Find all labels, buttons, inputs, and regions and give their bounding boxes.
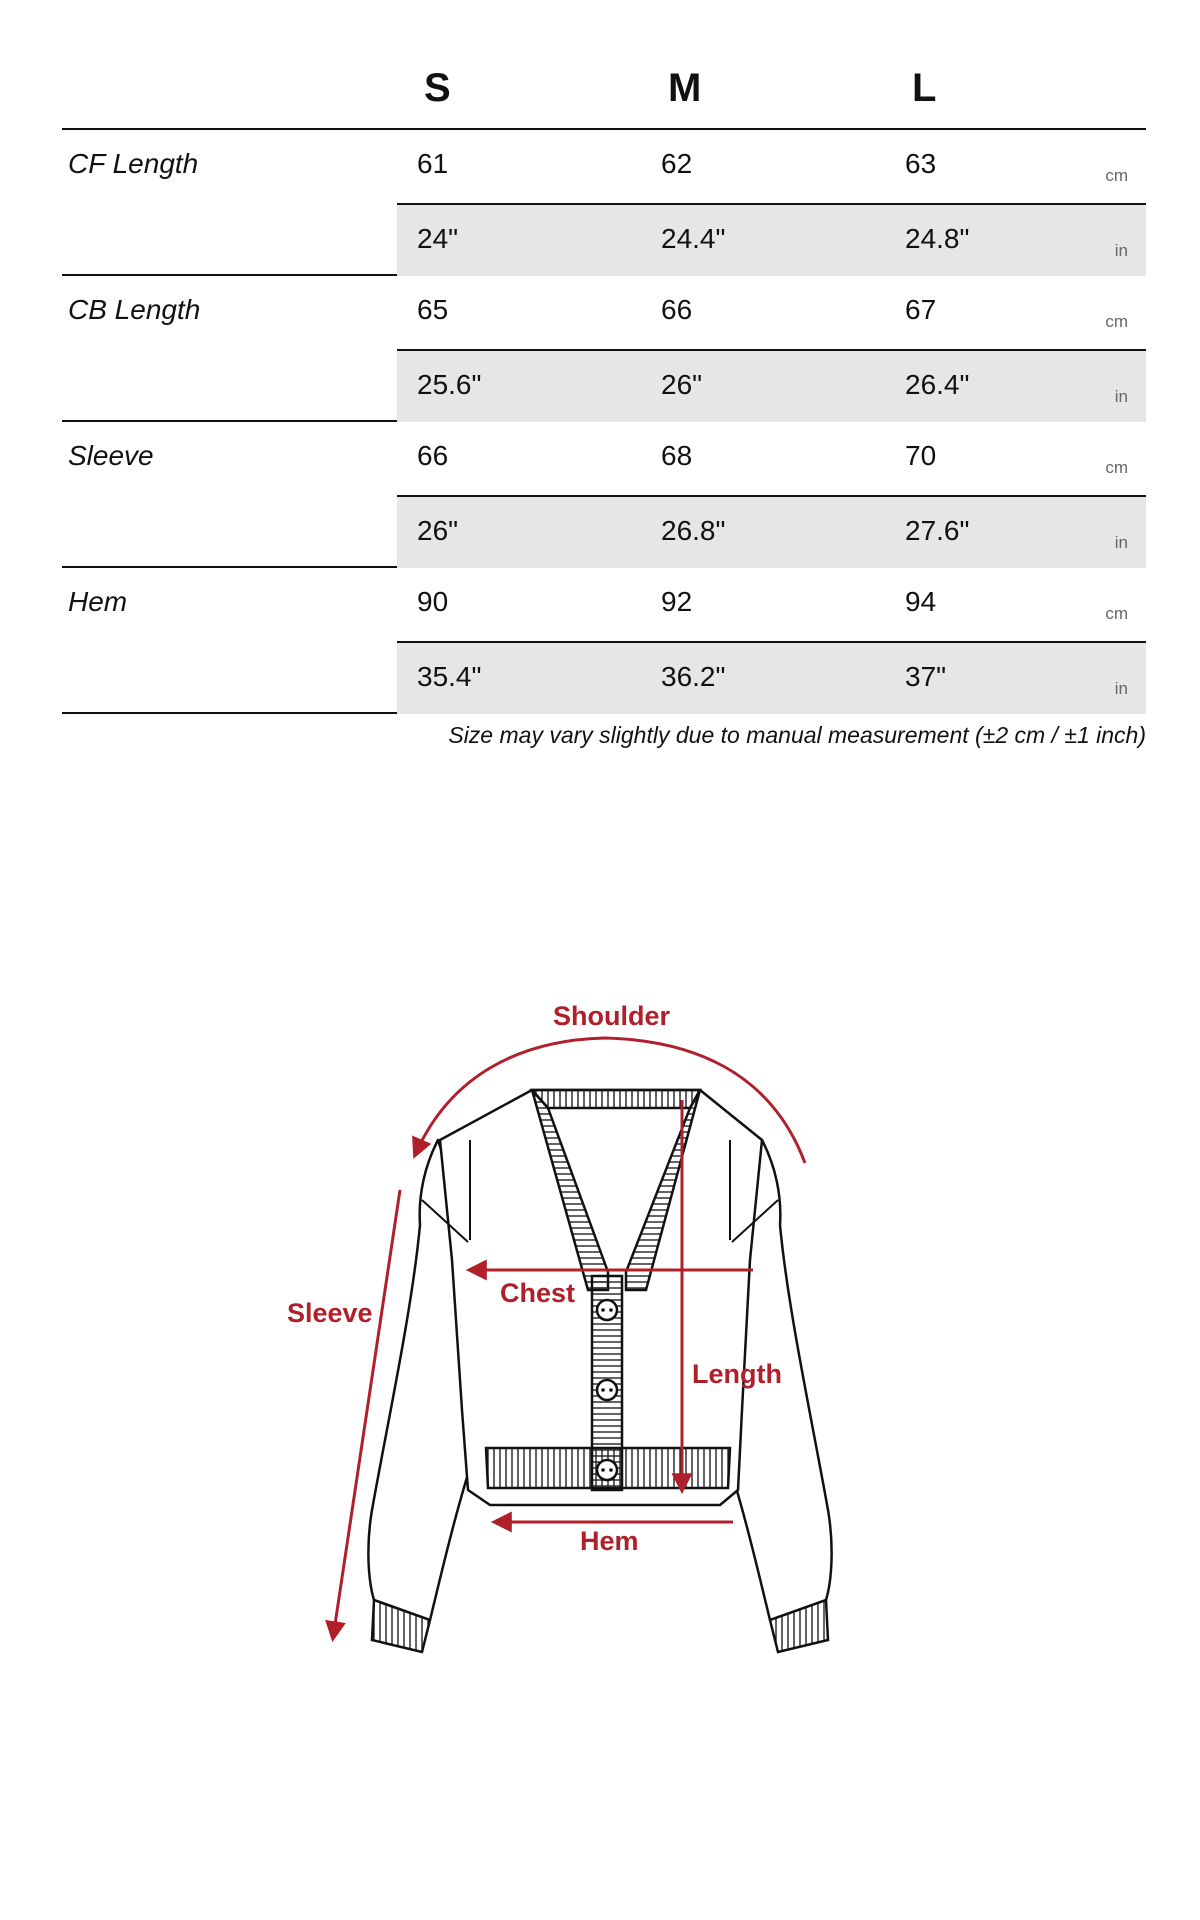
table-row-group [62, 422, 1146, 568]
unit-cm: cm [1105, 312, 1128, 331]
table-row-cm [397, 276, 1146, 347]
value-m-cm: 66 [661, 294, 693, 325]
size-header-m: M [668, 66, 702, 110]
value-s-in: 24" [417, 223, 459, 254]
value-l-cm: 67 [905, 294, 937, 325]
table-row-in [397, 495, 1146, 568]
value-m-cm: 68 [661, 440, 693, 471]
measurement-label: CF Length [68, 148, 199, 179]
value-l-in: 26.4" [905, 369, 970, 400]
table-row-in [397, 349, 1146, 422]
value-l-cm: 70 [905, 440, 937, 471]
table-row-group [62, 276, 1146, 422]
length-label: Length [692, 1359, 782, 1389]
table-row-group [62, 568, 1146, 714]
value-s-cm: 61 [417, 148, 449, 179]
measurement-label: CB Length [68, 294, 201, 325]
shoulder-label: Shoulder [553, 1001, 671, 1031]
table-row-cm [397, 130, 1146, 201]
value-s-cm: 65 [417, 294, 449, 325]
size-header-s: S [424, 66, 451, 110]
cardigan-diagram [0, 980, 1200, 1700]
sleeve-label: Sleeve [287, 1298, 373, 1328]
back-neck-rib [532, 1090, 700, 1108]
value-l-in: 24.8" [905, 223, 970, 254]
value-l-cm: 63 [905, 148, 937, 179]
table-row-in [397, 641, 1146, 714]
unit-in: in [1114, 679, 1128, 698]
hem-label: Hem [580, 1526, 639, 1556]
value-m-in: 26" [661, 369, 703, 400]
size-chart-table [62, 56, 1146, 714]
unit-in: in [1114, 387, 1128, 406]
value-s-in: 25.6" [417, 369, 482, 400]
value-m-in: 26.8" [661, 515, 726, 546]
value-s-in: 35.4" [417, 661, 482, 692]
unit-in: in [1114, 533, 1128, 552]
value-s-cm: 66 [417, 440, 449, 471]
measurement-label: Hem [68, 586, 128, 617]
value-m-cm: 92 [661, 586, 693, 617]
value-s-in: 26" [417, 515, 459, 546]
size-header-l: L [912, 66, 937, 110]
measurement-note: Size may vary slightly due to manual measurement (±2 cm / ±1 inch) [448, 722, 1146, 748]
table-row-group [62, 130, 1146, 276]
table-row-in [397, 203, 1146, 276]
value-m-cm: 62 [661, 148, 693, 179]
chest-label: Chest [500, 1278, 576, 1308]
table-row-cm [397, 422, 1146, 493]
unit-cm: cm [1105, 166, 1128, 185]
value-m-in: 24.4" [661, 223, 726, 254]
unit-cm: cm [1105, 604, 1128, 623]
unit-cm: cm [1105, 458, 1128, 477]
size-header-row [62, 56, 1146, 130]
value-s-cm: 90 [417, 586, 449, 617]
table-row-cm [397, 568, 1146, 639]
unit-in: in [1114, 241, 1128, 260]
value-l-cm: 94 [905, 586, 937, 617]
value-l-in: 27.6" [905, 515, 970, 546]
value-m-in: 36.2" [661, 661, 726, 692]
value-l-in: 37" [905, 661, 947, 692]
measurement-label: Sleeve [68, 440, 154, 471]
